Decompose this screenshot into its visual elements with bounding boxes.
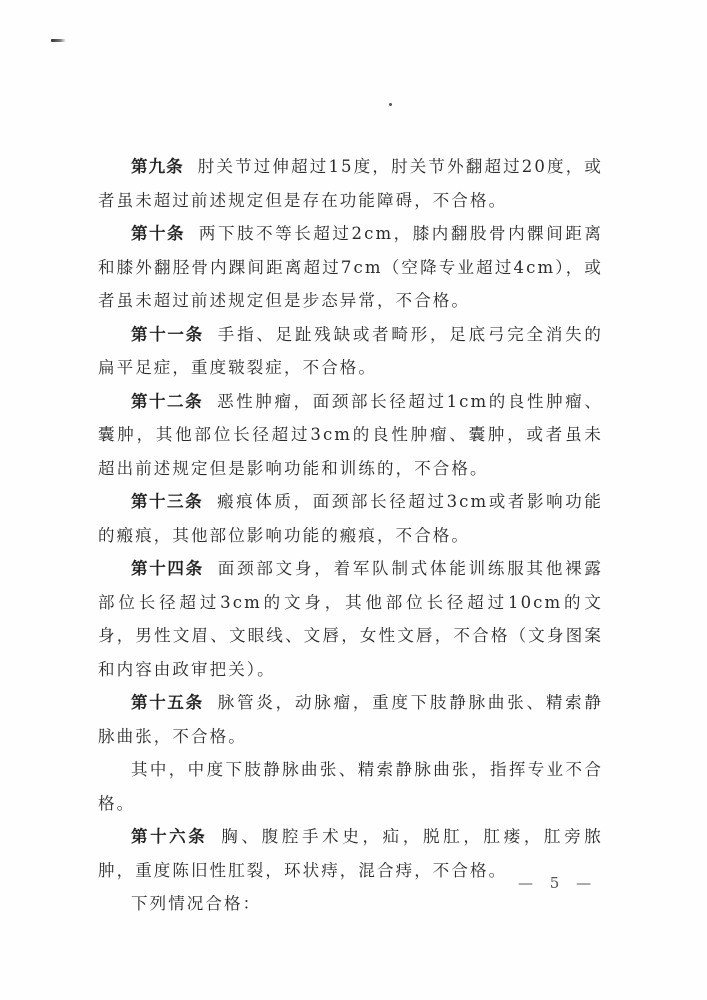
article-number: 第十五条 — [131, 693, 204, 712]
article-text: 两下肢不等长超过2cm，膝内翻股骨内髁间距离和膝外翻胫骨内踝间距离超过7cm（空降专业超过4cm），或者虽未超过前述规定但是步态异常，不合格。 — [98, 224, 603, 310]
article-number: 第十一条 — [131, 324, 204, 344]
article-text: 瘢痕体质，面颈部长径超过3cm或者影响功能的瘢痕，其他部位影响功能的瘢痕，不合格。 — [98, 492, 603, 545]
binding-mark — [51, 39, 66, 42]
article-number: 第十六条 — [131, 827, 208, 846]
article-12-paragraph — [98, 385, 603, 486]
article-text: 肘关节过伸超过15度，肘关节外翻超过20度，或者虽未超过前述规定但是存在功能障碍，不合格。 — [98, 157, 604, 210]
article-number: 第九条 — [131, 157, 184, 176]
scan-speck — [389, 103, 392, 106]
article-number: 第十条 — [131, 224, 185, 243]
article-15-paragraph — [98, 686, 603, 753]
article-15-note-paragraph — [98, 753, 603, 820]
article-13-paragraph — [98, 485, 603, 552]
article-text: 胸、腹腔手术史，疝，脱肛，肛瘘，肛旁脓肿，重度陈旧性肛裂，环状痔，混合痔，不合格。 — [98, 827, 604, 880]
article-14-paragraph — [98, 552, 603, 686]
article-text: 脉管炎，动脉瘤，重度下肢静脉曲张、精索静脉曲张，不合格。 — [98, 693, 604, 746]
article-text: 恶性肿瘤，面颈部长径超过1cm的良性肿瘤、囊肿，其他部位长径超过3cm的良性肿瘤、囊肿，或者虽未超出前述规定但是影响功能和训练的，不合格。 — [98, 391, 603, 478]
article-number: 第十二条 — [131, 391, 204, 411]
qualified-intro-paragraph — [98, 887, 603, 921]
intro-text: 下列情况合格： — [131, 894, 262, 913]
page-number: — 5 — — [518, 874, 598, 892]
document-body — [98, 150, 603, 921]
note-text: 其中，中度下肢静脉曲张、精索静脉曲张，指挥专业不合格。 — [98, 760, 603, 813]
article-number: 第十四条 — [131, 559, 204, 578]
article-number: 第十三条 — [131, 492, 204, 511]
article-10-paragraph — [98, 217, 603, 318]
article-text: 面颈部文身，着军队制式体能训练服其他裸露部位长径超过3cm的文身，其他部位长径超过10cm的文身，男性文眉、文眼线、文唇，女性文唇，不合格（文身图案和内容由政审把关）。 — [98, 559, 604, 679]
article-9-paragraph — [98, 150, 603, 217]
article-11-paragraph — [98, 318, 603, 385]
article-text: 手指、足趾残缺或者畸形，足底弓完全消失的扁平足症，重度皲裂症，不合格。 — [98, 324, 604, 377]
